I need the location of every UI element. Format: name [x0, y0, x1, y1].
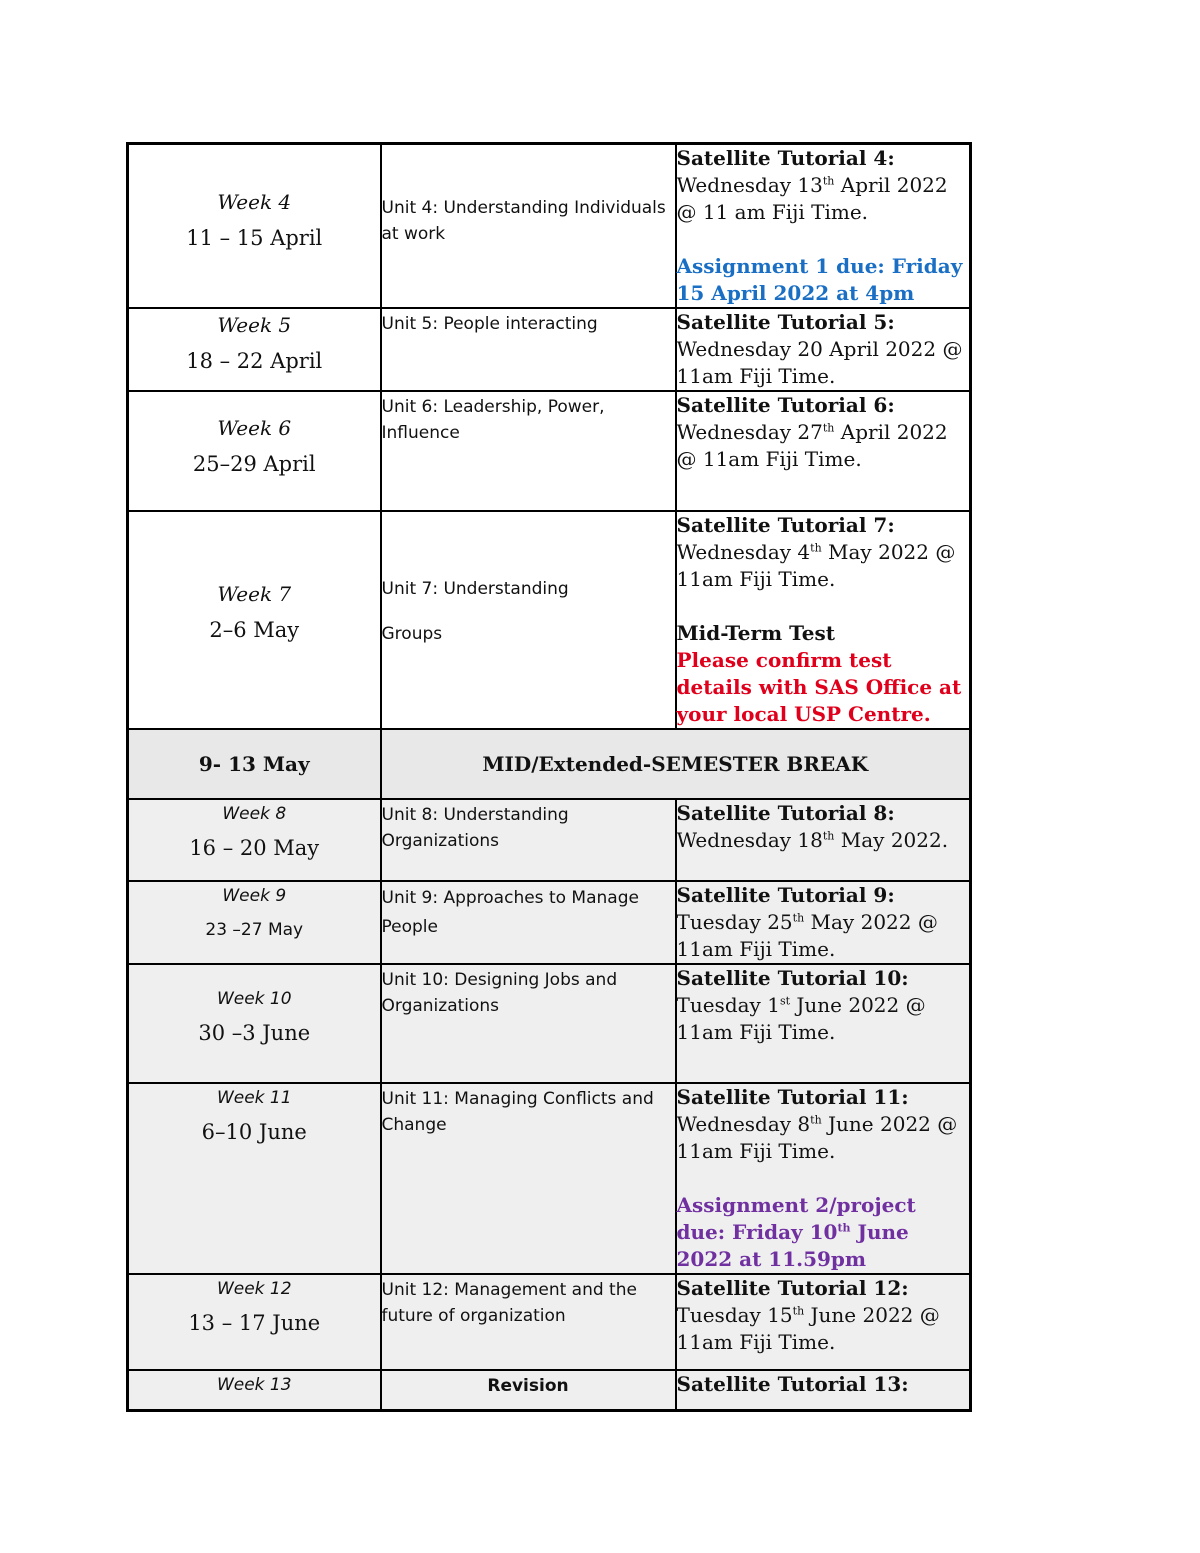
table-row — [128, 799, 971, 881]
table-row — [128, 1370, 971, 1410]
assignment-due-note: Assignment 1 due: Friday 15 April 2022 at 4pm — [676, 254, 963, 305]
tutorial-date: Tuesday 15th June 2022 @ 11am Fiji Time. — [676, 1303, 940, 1354]
week-label: Week 4 — [217, 190, 292, 214]
tutorial-cell — [676, 964, 971, 1083]
week-cell — [128, 308, 381, 391]
assignment-due-note: Assignment 2/project due: Friday 10th June 2022 at 11.59pm — [676, 1193, 916, 1271]
unit-label: Unit 6: Leadership, Power, Influence — [381, 397, 605, 443]
week-cell — [128, 511, 381, 729]
week-dates: 25–29 April — [192, 452, 316, 476]
unit-label: Unit 10: Designing Jobs and Organizations — [381, 970, 618, 1016]
unit-cell — [381, 1274, 676, 1370]
unit-label: Revision — [487, 1376, 569, 1396]
unit-label: Unit 12: Management and the future of organization — [381, 1280, 637, 1326]
tutorial-date: Wednesday 8th June 2022 @ 11am Fiji Time. — [676, 1112, 958, 1163]
table-row — [128, 511, 971, 729]
tutorial-cell — [676, 308, 971, 391]
week-dates: 18 – 22 April — [186, 349, 323, 373]
tutorial-cell — [676, 799, 971, 881]
unit-cell — [381, 1370, 676, 1410]
tutorial-cell — [676, 1274, 971, 1370]
break-label: MID/Extended-SEMESTER BREAK — [381, 729, 971, 799]
tutorial-cell — [676, 144, 971, 309]
tutorial-heading: Satellite Tutorial 5: — [676, 310, 895, 334]
week-cell — [128, 1274, 381, 1370]
week-dates: 6–10 June — [201, 1120, 307, 1144]
unit-label: Unit 4: Understanding Individuals at work — [381, 198, 666, 244]
week-dates: 23 –27 May — [205, 920, 304, 940]
tutorial-cell — [676, 1370, 971, 1410]
tutorial-cell — [676, 391, 971, 511]
unit-cell — [381, 144, 676, 309]
unit-cell — [381, 799, 676, 881]
week-dates: 30 –3 June — [198, 1021, 311, 1045]
tutorial-heading: Satellite Tutorial 11: — [676, 1085, 909, 1109]
tutorial-date: Tuesday 25th May 2022 @ 11am Fiji Time. — [676, 910, 938, 961]
unit-cell — [381, 964, 676, 1083]
week-dates: 13 – 17 June — [188, 1311, 321, 1335]
unit-cell — [381, 308, 676, 391]
tutorial-heading: Satellite Tutorial 10: — [676, 966, 909, 990]
tutorial-heading: Satellite Tutorial 9: — [676, 883, 895, 907]
week-cell — [128, 391, 381, 511]
week-dates: 11 – 15 April — [186, 226, 323, 250]
week-label: Week 8 — [222, 804, 287, 824]
tutorial-date: Wednesday 20 April 2022 @ 11am Fiji Time. — [676, 337, 963, 388]
week-cell — [128, 144, 381, 309]
week-label: Week 13 — [216, 1375, 292, 1395]
table-row — [128, 881, 971, 964]
unit-label: Unit 11: Managing Conflicts and Change — [381, 1089, 654, 1135]
tutorial-date: Wednesday 13th April 2022 @ 11 am Fiji Time. — [676, 173, 948, 224]
tutorial-date: Wednesday 4th May 2022 @ 11am Fiji Time. — [676, 540, 956, 591]
tutorial-date: Wednesday 27th April 2022 @ 11am Fiji Time. — [676, 420, 948, 471]
table-row — [128, 1274, 971, 1370]
unit-label: Unit 8: Understanding Organizations — [381, 805, 569, 851]
tutorial-heading: Satellite Tutorial 12: — [676, 1276, 909, 1300]
week-cell — [128, 964, 381, 1083]
table-row — [128, 1083, 971, 1274]
tutorial-cell — [676, 881, 971, 964]
table-row — [128, 964, 971, 1083]
week-cell — [128, 1083, 381, 1274]
table-row — [128, 144, 971, 309]
unit-cell — [381, 391, 676, 511]
unit-cell — [381, 1083, 676, 1274]
week-label: Week 10 — [216, 989, 292, 1009]
unit-label-continued: Groups — [381, 624, 443, 644]
unit-label: Unit 7: Understanding — [381, 579, 569, 599]
week-label: Week 12 — [216, 1279, 292, 1299]
tutorial-date: Wednesday 18th May 2022. — [676, 828, 949, 852]
tutorial-heading: Satellite Tutorial 4: — [676, 146, 895, 170]
unit-label: Unit 5: People interacting — [381, 314, 598, 334]
tutorial-date: Tuesday 1st June 2022 @ 11am Fiji Time. — [676, 993, 926, 1044]
tutorial-heading: Satellite Tutorial 6: — [676, 393, 895, 417]
week-label: Week 5 — [217, 313, 292, 337]
week-label: Week 9 — [222, 886, 287, 906]
semester-break-row — [128, 729, 971, 799]
week-cell — [128, 1370, 381, 1410]
unit-label: Unit 9: Approaches to Manage People — [381, 888, 639, 937]
unit-cell — [381, 881, 676, 964]
tutorial-heading: Satellite Tutorial 8: — [676, 801, 895, 825]
tutorial-heading: Satellite Tutorial 13: — [676, 1372, 909, 1396]
course-schedule-table — [126, 142, 972, 1412]
test-details-note: Please confirm test details with SAS Office at your local USP Centre. — [676, 648, 962, 726]
unit-cell — [381, 511, 676, 729]
mid-term-test-heading: Mid-Term Test — [676, 621, 835, 645]
week-cell — [128, 881, 381, 964]
week-label: Week 11 — [216, 1088, 292, 1108]
week-dates: 16 – 20 May — [189, 836, 320, 860]
tutorial-cell — [676, 511, 971, 729]
week-label: Week 7 — [217, 582, 292, 606]
table-row — [128, 308, 971, 391]
table-row — [128, 391, 971, 511]
week-label: Week 6 — [217, 416, 292, 440]
tutorial-cell — [676, 1083, 971, 1274]
tutorial-heading: Satellite Tutorial 7: — [676, 513, 895, 537]
break-dates: 9- 13 May — [128, 729, 381, 799]
week-dates: 2–6 May — [209, 618, 300, 642]
week-cell — [128, 799, 381, 881]
